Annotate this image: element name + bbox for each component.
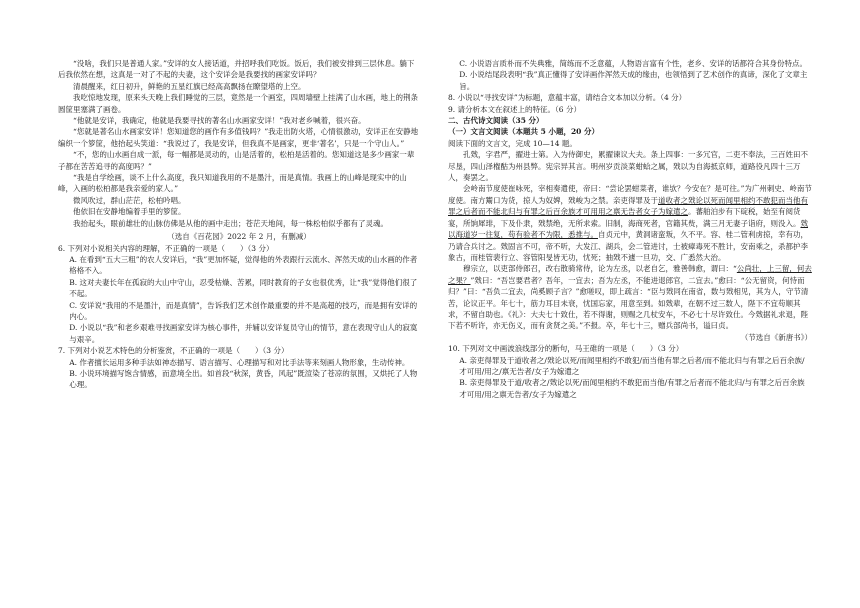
text-run: 我吃惊地发现，原来头天晚上我们睡觉的三层，竟然是一个画室，四周墙壁上挂满了山水画，地上的荆条圆筐里塞满了画卷。 — [58, 93, 418, 114]
text-run: B. 小说环境描写饱含情感，而意境全出。如首段“秋深，黄昏，风起”既渲染了苍凉的氛围，又烘托了人物心理。 — [69, 368, 418, 390]
text-run: B. 亲吏得罪及于道/收者之/戣论以死/而闻里相约不敢犯而当他/有罪之后者而不能北归/与有罪之后百余族才可用/用之禀无告者/女子为嫁遣之 — [459, 378, 805, 399]
text-run: 10. 下列对文中画波浪线部分的断句，马王碓的一项是（ ）（3 分） — [448, 344, 684, 354]
answer-option — [58, 254, 420, 277]
text-run: 自贞元中，黄洞诸蛮叛，久不平。容、桂二管利虏掠，幸有功，乃请合兵讨之。戣固言不可，帝不听，大发江、湖兵，会二管进讨，士被瘴毒死不胜计，安南乘之，杀都护李象古，而桂管裴行立、容管阳旻皆无功，忧死；抽戣不遽一旦功，交、广悉然大治。 — [448, 230, 808, 262]
answer-option — [58, 300, 420, 323]
text-run: 。蕃舶泊步有下碇税，始至有阅货宴，所饷犀琲，下及仆隶，戣禁绝，无所求索。旧制，海商死者，官籍其赀，满三月无妻子诣府，则没入。 — [448, 207, 801, 228]
question-stem — [448, 138, 812, 149]
paragraph — [58, 58, 420, 81]
underlined-text: 道收者之戣论以死而闻里相约不敢犯而当他有罪之后者而不能北归与有罪之后百余族才可用用之禀无告者女子为嫁遣之 — [448, 195, 808, 217]
text-run: A. 亲吏得罪及于道收者之/戣论以死/而闻里相约不敢犯/而当他有罪之后者/而不能北归与有罪之后百余族/才可用/用之/禀无告者/女子为嫁遣之 — [459, 355, 805, 376]
text-run: C. 小说语言质朴而不失典雅，简练而不乏意蕴，人物语言富有个性，老乡、安详的话都符合其身份特点。 — [459, 59, 807, 68]
text-run: 9. 请分析本文在叙述上的特征。（6 分） — [448, 104, 581, 114]
text-run: “我是自学绘画，谈不上什么高度，我只知道我用的不是墨汁，而是真情。我画上的山峰是现实中的山峰，入画的松柏都是我亲爱的家人。” — [58, 173, 407, 194]
paragraph — [448, 149, 812, 183]
text-run: 二、古代诗文阅读（35 分） — [448, 116, 544, 126]
text-run: 会岭南节度使崔咏死，宰相奏遣使，帝曰：“尝论罢蚶菜者，谁欤？今安在？是可往。”为广州刺史、岭南节度使。南方鬻口为货，掠人为奴婢，戣峻为之禁。亲吏得罪及于 — [448, 184, 812, 205]
text-run: 穆宗立，以吏部侍郎召，改右散骑常侍，论为左丞，以老自乞，雅善韩愈，谓曰：“ — [463, 264, 737, 274]
answer-option — [448, 69, 812, 92]
section-heading — [448, 126, 812, 137]
underlined-text: 公尚壮，上三留，何去之果？ — [448, 264, 812, 285]
paragraph — [58, 115, 420, 126]
paragraph — [58, 81, 420, 92]
underlined-text: 戣以海道岁一往复，苟有验者不为限，悉推与。 — [448, 218, 808, 240]
text-run: 阅读下面的文言文，完成 10—14 题。 — [448, 138, 577, 148]
paragraph — [58, 92, 420, 115]
paragraph — [448, 183, 812, 263]
text-run: （一）文言文阅读（本题共 5 小题，20 分） — [448, 127, 599, 137]
answer-option — [58, 368, 420, 391]
question-stem — [58, 345, 420, 356]
right-column — [448, 58, 812, 400]
question-stem — [448, 92, 812, 103]
paragraph — [58, 149, 420, 172]
text-run: 孔戣，字君严，擢进士第。入为侍御史，累擢谏议大夫。条上四事：一多冗官，二吏不奉法，三百姓田不尽垦，四山泽権酤为州县弊。宪宗异其言。明州岁贡淡菜蚶蛤之属，戣以为自海抵京师，道路役凡四十三万人，奏罢之。 — [448, 150, 808, 183]
question-stem — [448, 343, 812, 354]
paragraph — [58, 195, 420, 206]
answer-option — [448, 377, 812, 400]
text-run: 微风吹过，群山茫茫，松柏吟唱。 — [73, 195, 186, 205]
text-run: C. 安详说“我用的不是墨汁，而是真情”，告诉我们艺术创作最重要的并不是高超的技巧，而是拥有安详的内心。 — [69, 300, 418, 321]
text-run: 8. 小说以“寻找安详”为标题，意蕴丰富，请结合文本加以分析。（4 分） — [448, 93, 687, 103]
paragraph — [58, 231, 420, 242]
paragraph — [58, 126, 420, 149]
text-run: B. 这对夫妻长年在孤寂的大山中守山，忍受枯燥、苦累，同时教育的子女也很优秀，让“我”觉得他们很了不起。 — [69, 277, 418, 299]
text-run: 7. 下列对小说艺术特色的分析鉴赏，不正确的一项是（ ）（3 分） — [58, 346, 289, 356]
text-run: “您就是著名山水画家安详！您知道您的画作有多值钱吗？”我走出防火塔，心情很激动，安详正在安静地编织一个箩筐，他抬起头笑道：“我说过了，我是安详，但我真不是画家，更非‘著名’，只是一个守山人。” — [58, 127, 419, 148]
paragraph — [58, 206, 420, 217]
section-heading — [448, 115, 812, 126]
paragraph — [448, 332, 812, 343]
text-run: ”戣曰：“吾岂要君者？吾年，一宜去；吾为左丞，不能进退郎官，二宜去。”愈曰：“公无留资，何恃而归？”曰：“吾负二宜去，尚奚顾子言？”愈嗟叹，即上疏言：“臣与戣同在南省，数与戣相见，其为人，守节清苦，论议正平。年七十，筋力耳目未衰，忧国忘家，用意至到。如戣辈，在朝不过三数人，陛下不宜苟顺其求，不留自助也。《礼》：大夫七十致仕，若不得谢，则赐之几杖安车，不必七十尽许致仕。今戣据礼求退，陛下若不听许，亦无伤义，而有贪贤之美。”不报。卒，年七十三，赠兵部尚书，谥曰贞。 — [448, 275, 809, 331]
answer-option — [58, 322, 420, 345]
text-run: 他依旧在安静地编着手里的箩筐。 — [73, 207, 186, 217]
paragraph — [448, 263, 812, 331]
text-run: “不，您的山水画自成一派，每一幅都是灵动的，山是活着的，松柏是活着的。您知道这是多少画家一辈子都在苦苦追寻的高度吗？” — [58, 150, 415, 171]
paragraph — [58, 172, 420, 195]
text-run: D. 小说以“我”和老乡艰难寻找画家安详为核心事件，并辅以安详复员守山的情节，意在表现守山人的寂寞与艰辛。 — [69, 323, 418, 344]
left-column — [58, 58, 420, 391]
text-run: （选自《百花园》2022 年 2 月，有删减） — [167, 232, 311, 242]
text-run: “没啥，我们只是普通人家。”安详的女人接话道，并招呼我们吃饭。饭后，我们被安排到三层休息。躺下后我依然在想，这真是一对了不起的夫妻，这个安详会是我要找的画家安详吗？ — [58, 59, 415, 80]
text-run: D. 小说结尾段表明“我”真正懂得了安详画作浑然天成的缘由，也领悟到了艺术创作的真谛，深化了文章主旨。 — [459, 70, 808, 91]
question-stem — [448, 104, 812, 115]
text-run: A. 作者擅长运用多种手法如神态描写、语言描写、心理描写和对比手法等来刻画人物形象，生动传神。 — [69, 357, 410, 367]
answer-option — [448, 58, 812, 69]
text-run: 我抬起头，眼前雄壮的山脉仿佛是从他的画中走出；苍茫天地间，每一株松柏似乎都有了灵魂。 — [73, 218, 388, 228]
question-stem — [58, 243, 420, 254]
answer-option — [448, 355, 812, 378]
text-run: 6. 下列对小说相关内容的理解，不正确的一项是（ ）（3 分） — [58, 243, 274, 253]
text-run: A. 在看到“五大三粗”的农人安详后，“我”更加怀疑，觉得他的外表跟行云流水、浑然天成的山水画的作者格格不入。 — [69, 254, 418, 276]
answer-option — [58, 357, 420, 368]
paragraph — [58, 218, 420, 229]
answer-option — [58, 277, 420, 300]
text-run: 清晨醒来，红日初升，鲜艳的五星红旗已经高高飘扬在瞭望塔的上空。 — [73, 81, 306, 91]
text-run: （节选自《新唐书》） — [740, 332, 812, 342]
text-run: “他就是安详，我确定，他就是我要寻找的著名山水画家安详！”我对老乡喊着，很兴奋。 — [73, 116, 366, 126]
